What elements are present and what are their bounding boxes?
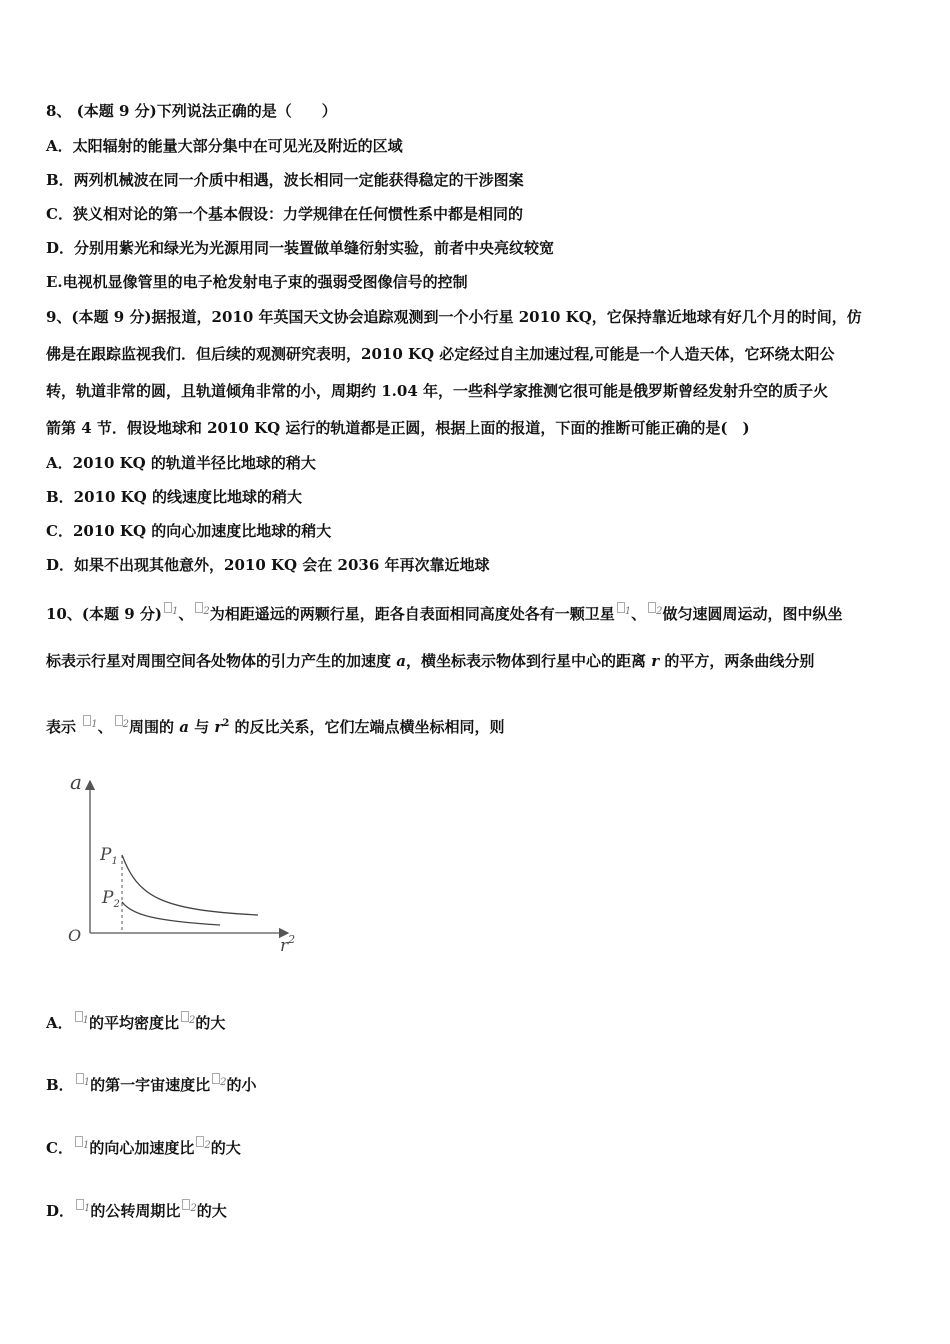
q9-stem-line-1: 9、(本题 9 分)据报道，2010 年英国天文协会追踪观测到一个小行星 2010 KQ，它保持靠近地球有好几个月的时间，仿 [46, 308, 862, 326]
q9-option-b: B．2010 KQ 的线速度比地球的稍大 [46, 488, 302, 506]
q8-option-b: B．两列机械波在同一介质中相遇，波长相同一定能获得稳定的干涉图案 [46, 171, 524, 189]
q9-option-a: A．2010 KQ 的轨道半径比地球的稍大 [46, 454, 316, 472]
q10-option-d: D． $^1$的公转周期比 $^2$的大 [46, 1199, 227, 1221]
q9-stem-line-4: 箭第 4 节．假设地球和 2010 KQ 运行的轨道都是正圆，根据上面的报道，下面的推断可能正确的是( ) [46, 419, 750, 437]
q10-option-a: A． $^1$的平均密度比 $^2$的大 [46, 1011, 225, 1033]
acceleration-graph [60, 765, 310, 960]
q9-option-d: D．如果不出现其他意外，2010 KQ 会在 2036 年再次靠近地球 [46, 556, 490, 574]
x-axis-label: $r^2$ [280, 933, 296, 956]
q9-stem-line-2: 佛是在跟踪监视我们．但后续的观测研究表明，2010 KQ 必定经过自主加速过程,可能是一个人造天体，它环绕太阳公 [46, 345, 835, 363]
q8-option-a: A．太阳辐射的能量大部分集中在可见光及附近的区域 [46, 137, 403, 155]
q8-option-e: E.电视机显像管里的电子枪发射电子束的强弱受图像信号的控制 [46, 273, 468, 291]
q10-stem-line-2: 标表示行星对周围空间各处物体的引力产生的加速度 a，横坐标表示物体到行星中心的距离 r 的平方，两条曲线分别 [46, 652, 815, 670]
placeholder-glyph [212, 1073, 220, 1084]
curve-p1 [122, 855, 258, 915]
placeholder-glyph [181, 1011, 189, 1022]
p1-label: $P_1$ [100, 845, 118, 867]
y-axis-label: a [70, 770, 82, 794]
q10-option-b: B． $^1$的第一宇宙速度比 $^2$的小 [46, 1073, 256, 1095]
q8-option-d: D．分别用紫光和绿光为光源用同一装置做单缝衍射实验，前者中央亮纹较宽 [46, 239, 555, 257]
q10-stem-line-3: 表示 $^1$、 $^2$周围的 a 与 $r^2$ 的反比关系，它们左端点横坐标相同，则 [46, 714, 505, 737]
placeholder-glyph [115, 715, 123, 726]
q8-stem: 8、 (本题 9 分)下列说法正确的是（ ） [46, 102, 337, 120]
curve-p2 [122, 902, 220, 925]
placeholder-glyph [76, 1199, 84, 1210]
placeholder-glyph [648, 602, 656, 613]
placeholder-glyph [164, 602, 172, 613]
q10-option-c: C． $^1$的向心加速度比 $^2$的大 [46, 1136, 241, 1158]
origin-label: O [68, 926, 82, 945]
placeholder-glyph [75, 1136, 83, 1147]
placeholder-glyph [75, 1011, 83, 1022]
q9-stem-line-3: 转，轨道非常的圆，且轨道倾角非常的小，周期约 1.04 年，一些科学家推测它很可能是俄罗斯曾经发射升空的质子火 [46, 382, 828, 400]
q8-option-c: C．狭义相对论的第一个基本假设：力学规律在任何惯性系中都是相同的 [46, 205, 523, 223]
q10-stem-line-1: 10、(本题 9 分) $^1$、 $^2$为相距遥远的两颗行星，距各自表面相同高度处各有一颗卫星 $^1$、 $^2$做匀速圆周运动，图中纵坐 [46, 602, 843, 624]
placeholder-glyph [76, 1073, 84, 1084]
p2-label: $P_2$ [102, 888, 120, 910]
q9-option-c: C．2010 KQ 的向心加速度比地球的稍大 [46, 522, 332, 540]
placeholder-glyph [617, 602, 625, 613]
